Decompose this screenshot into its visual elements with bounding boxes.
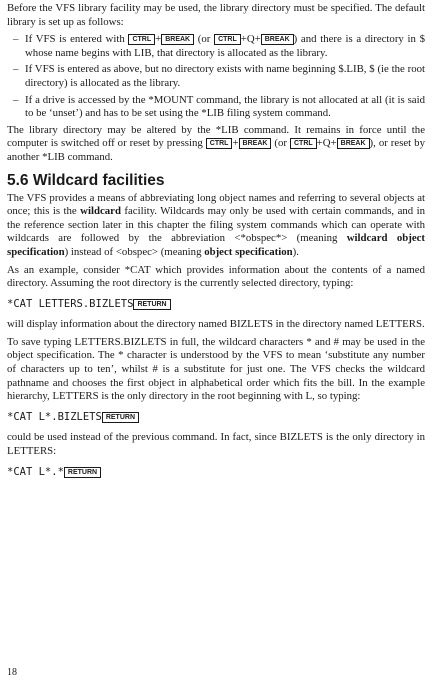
page-number: 18 [7,667,17,678]
command-text: *CAT LETTERS.BIZLETS [7,297,134,310]
example-paragraph: As an example, consider *CAT which provides information about the contents of a named directory. Assuming the root directory is the currently selected directory, typing: [7,263,425,290]
plus-sign: + [155,33,162,46]
list-text: ) and there is a directory in $ whose name begins with LIB, that directory is allocated as the library. [25,33,425,59]
list-text: If VFS is entered as above, but no directory exists with name beginning $.LIB, $ (ie the root directory) is allocated as the library. [25,63,425,89]
plus-sign: + [232,137,239,150]
command-text: *CAT L*.BIZLETS [7,410,102,423]
break-key: BREAK [261,34,294,45]
ctrl-key: CTRL [290,138,317,149]
list-item-no-lib-directory [7,63,425,90]
text-column [7,2,425,486]
list-text: (or [194,33,215,46]
library-paragraph [7,124,425,165]
command-line-1 [7,298,425,312]
list-item-vfs-entered [7,33,425,60]
intro-paragraph: Before the VFS library facility may be used, the library directory must be specified. The default library is set up as follows: [7,2,425,28]
return-key: RETURN [64,467,101,478]
list-dash: – [13,63,19,76]
wildcard-text: The VFS provides a means of abbreviating long object names and referring to several objects at once; this is the [7,191,425,218]
list-text: If VFS is entered with [25,33,129,46]
command-line-3 [7,466,425,480]
saving-paragraph: To save typing LETTERS.BIZLETS in full, the wildcard characters * and # may be used in the object specification. The * character is understood by the VFS to mean ‘substitute any number of characters up to ten’, whilst # is a substitute for just one. The VFS checks the wildcard pathname and chooses the first object in alphabetical order which fits the bill. In the example hierarchy, LETTERS is the only directory in the root beginning with L, so typing: [7,335,425,403]
return-key: RETURN [102,412,139,423]
ctrl-key: CTRL [206,138,233,149]
break-key: BREAK [239,138,272,149]
obspec-term: object specification [204,245,293,258]
wildcard-text: facility. Wildcards may only be used with certain commands, and in the reference section later in this chapter the filing system commands which can operate with wildcards are followed by the abbreviation <*obspec*> (meaning [7,205,425,245]
ctrl-key: CTRL [128,34,155,45]
instead-paragraph: could be used instead of the previous command. In fact, since BIZLETS is the only directory in LETTERS: [7,431,425,458]
return-key: RETURN [133,299,170,310]
display-paragraph: will display information about the directory named BIZLETS in the directory named LETTERS. [7,318,425,331]
command-line-2 [7,411,425,425]
plus-q-sign: +Q+ [316,137,337,150]
wildcard-text: ) instead of <obspec> (meaning [64,245,205,258]
library-text: (or [271,137,290,150]
library-text: The library directory may be altered by the *LIB command. It remains in force until the computer is switched off or reset by pressing [7,123,425,150]
break-key: BREAK [337,138,370,149]
library-text: ), or reset by another *LIB command. [7,137,425,163]
wildcard-term: wildcard [80,205,121,218]
break-key: BREAK [161,34,194,45]
wildcard-obspec-term: wildcard object specification [7,232,425,258]
plus-q-sign: +Q+ [240,33,261,46]
ctrl-key: CTRL [214,34,241,45]
section-heading: 5.6 Wildcard facilities [7,171,165,189]
list-text: If a drive is accessed by the *MOUNT command, the library is not allocated at all (it is said to be ‘unset’) and has to be set using the *LIB filing system command. [25,93,425,120]
list-item-mount [7,94,425,121]
list-dash: – [13,93,19,106]
list-dash: – [13,33,19,46]
wildcard-paragraph [7,192,425,260]
wildcard-text: ). [292,245,299,258]
command-text: *CAT L*.* [7,465,64,478]
